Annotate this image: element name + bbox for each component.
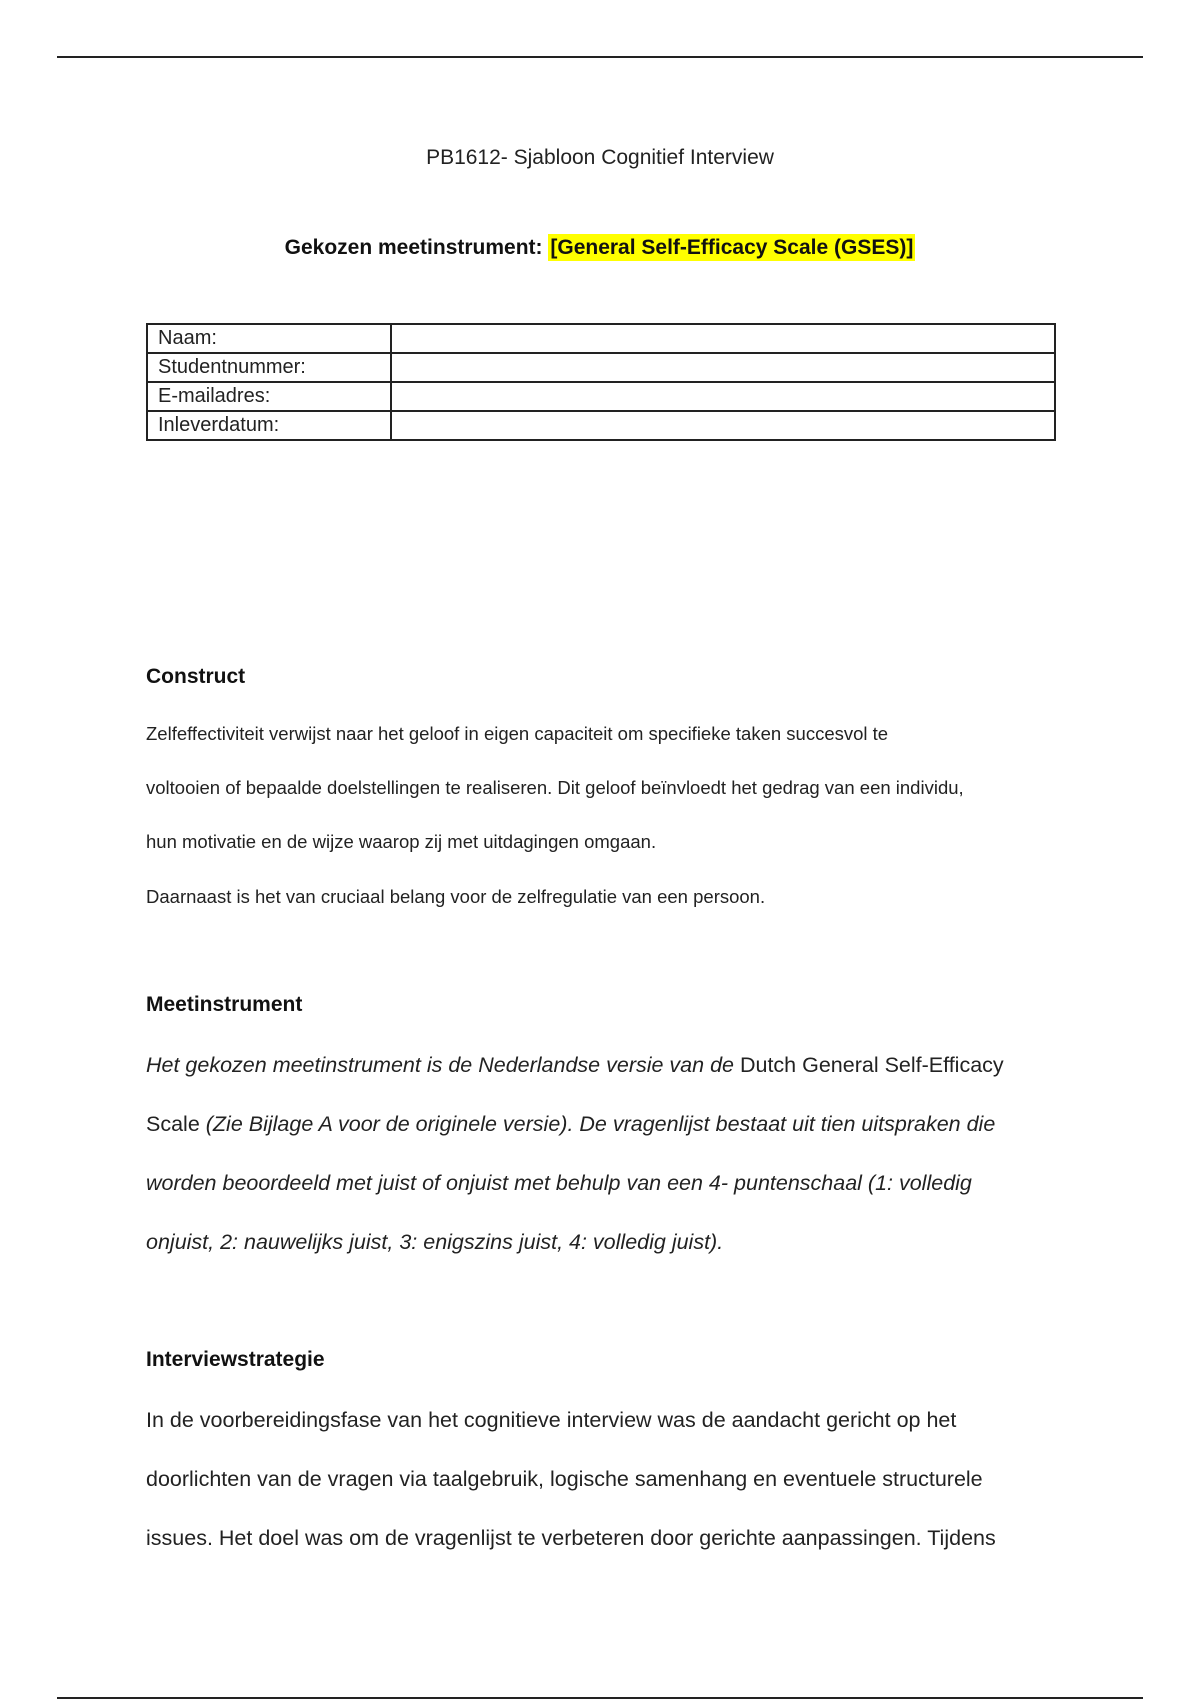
construct-line: hun motivatie en de wijze waarop zij met uitdagingen omgaan. [146,831,657,852]
info-label-naam: Naam: [147,324,391,353]
student-info-table [146,323,1056,441]
construct-line: voltooien of bepaalde doelstellingen te realiseren. Dit geloof beïnvloedt het gedrag van een individu, [146,777,964,798]
info-row-inleverdatum [147,411,1055,440]
info-value-inleverdatum[interactable] [391,411,1055,440]
meetinstrument-text-italic: Het gekozen meetinstrument is de Nederlandse versie van de [146,1053,740,1077]
meetinstrument-line [146,1112,1066,1137]
construct-line: Daarnaast is het van cruciaal belang voor de zelfregulatie van een persoon. [146,886,766,907]
info-row-email [147,382,1055,411]
info-row-studentnummer [147,353,1055,382]
interviewstrategie-heading: Interviewstrategie [146,1348,325,1371]
interviewstrategie-line: issues. Het doel was om de vragenlijst te verbeteren door gerichte aanpassingen. Tijdens [146,1526,996,1550]
meetinstrument-line: worden beoordeeld met juist of onjuist met behulp van een 4- puntenschaal (1: volledig [146,1171,972,1195]
footer-rule [57,1697,1143,1699]
info-label-email: E-mailadres: [147,382,391,411]
page-title: PB1612- Sjabloon Cognitief Interview [426,146,774,169]
meetinstrument-heading: Meetinstrument [146,993,303,1016]
chosen-instrument-line [0,236,1200,260]
info-label-studentnummer: Studentnummer: [147,353,391,382]
info-label-inleverdatum: Inleverdatum: [147,411,391,440]
interviewstrategie-line: doorlichten van de vragen via taalgebruik, logische samenhang en eventuele structurele [146,1467,983,1491]
info-row-naam [147,324,1055,353]
header-rule [57,56,1143,58]
meetinstrument-text-regular: Dutch General Self-Efficacy [739,1053,1004,1077]
meetinstrument-line: onjuist, 2: nauwelijks juist, 3: enigszins juist, 4: volledig juist). [146,1230,724,1254]
meetinstrument-text-italic: (Zie Bijlage A voor de originele versie). De vragenlijst bestaat uit tien uitspraken die [205,1112,996,1136]
chosen-instrument-value: [General Self-Efficacy Scale (GSES)] [550,236,914,259]
construct-heading: Construct [146,665,246,688]
meetinstrument-text-regular: Scale [146,1112,206,1136]
info-value-email[interactable] [391,382,1055,411]
info-value-naam[interactable] [391,324,1055,353]
construct-line: Zelfeffectiviteit verwijst naar het geloof in eigen capaciteit om specifieke taken succesvol te [146,723,889,744]
interviewstrategie-line: In de voorbereidingsfase van het cognitieve interview was de aandacht gericht op het [146,1408,957,1432]
info-value-studentnummer[interactable] [391,353,1055,382]
chosen-instrument-label: Gekozen meetinstrument: [284,236,543,259]
meetinstrument-line [146,1053,1066,1078]
